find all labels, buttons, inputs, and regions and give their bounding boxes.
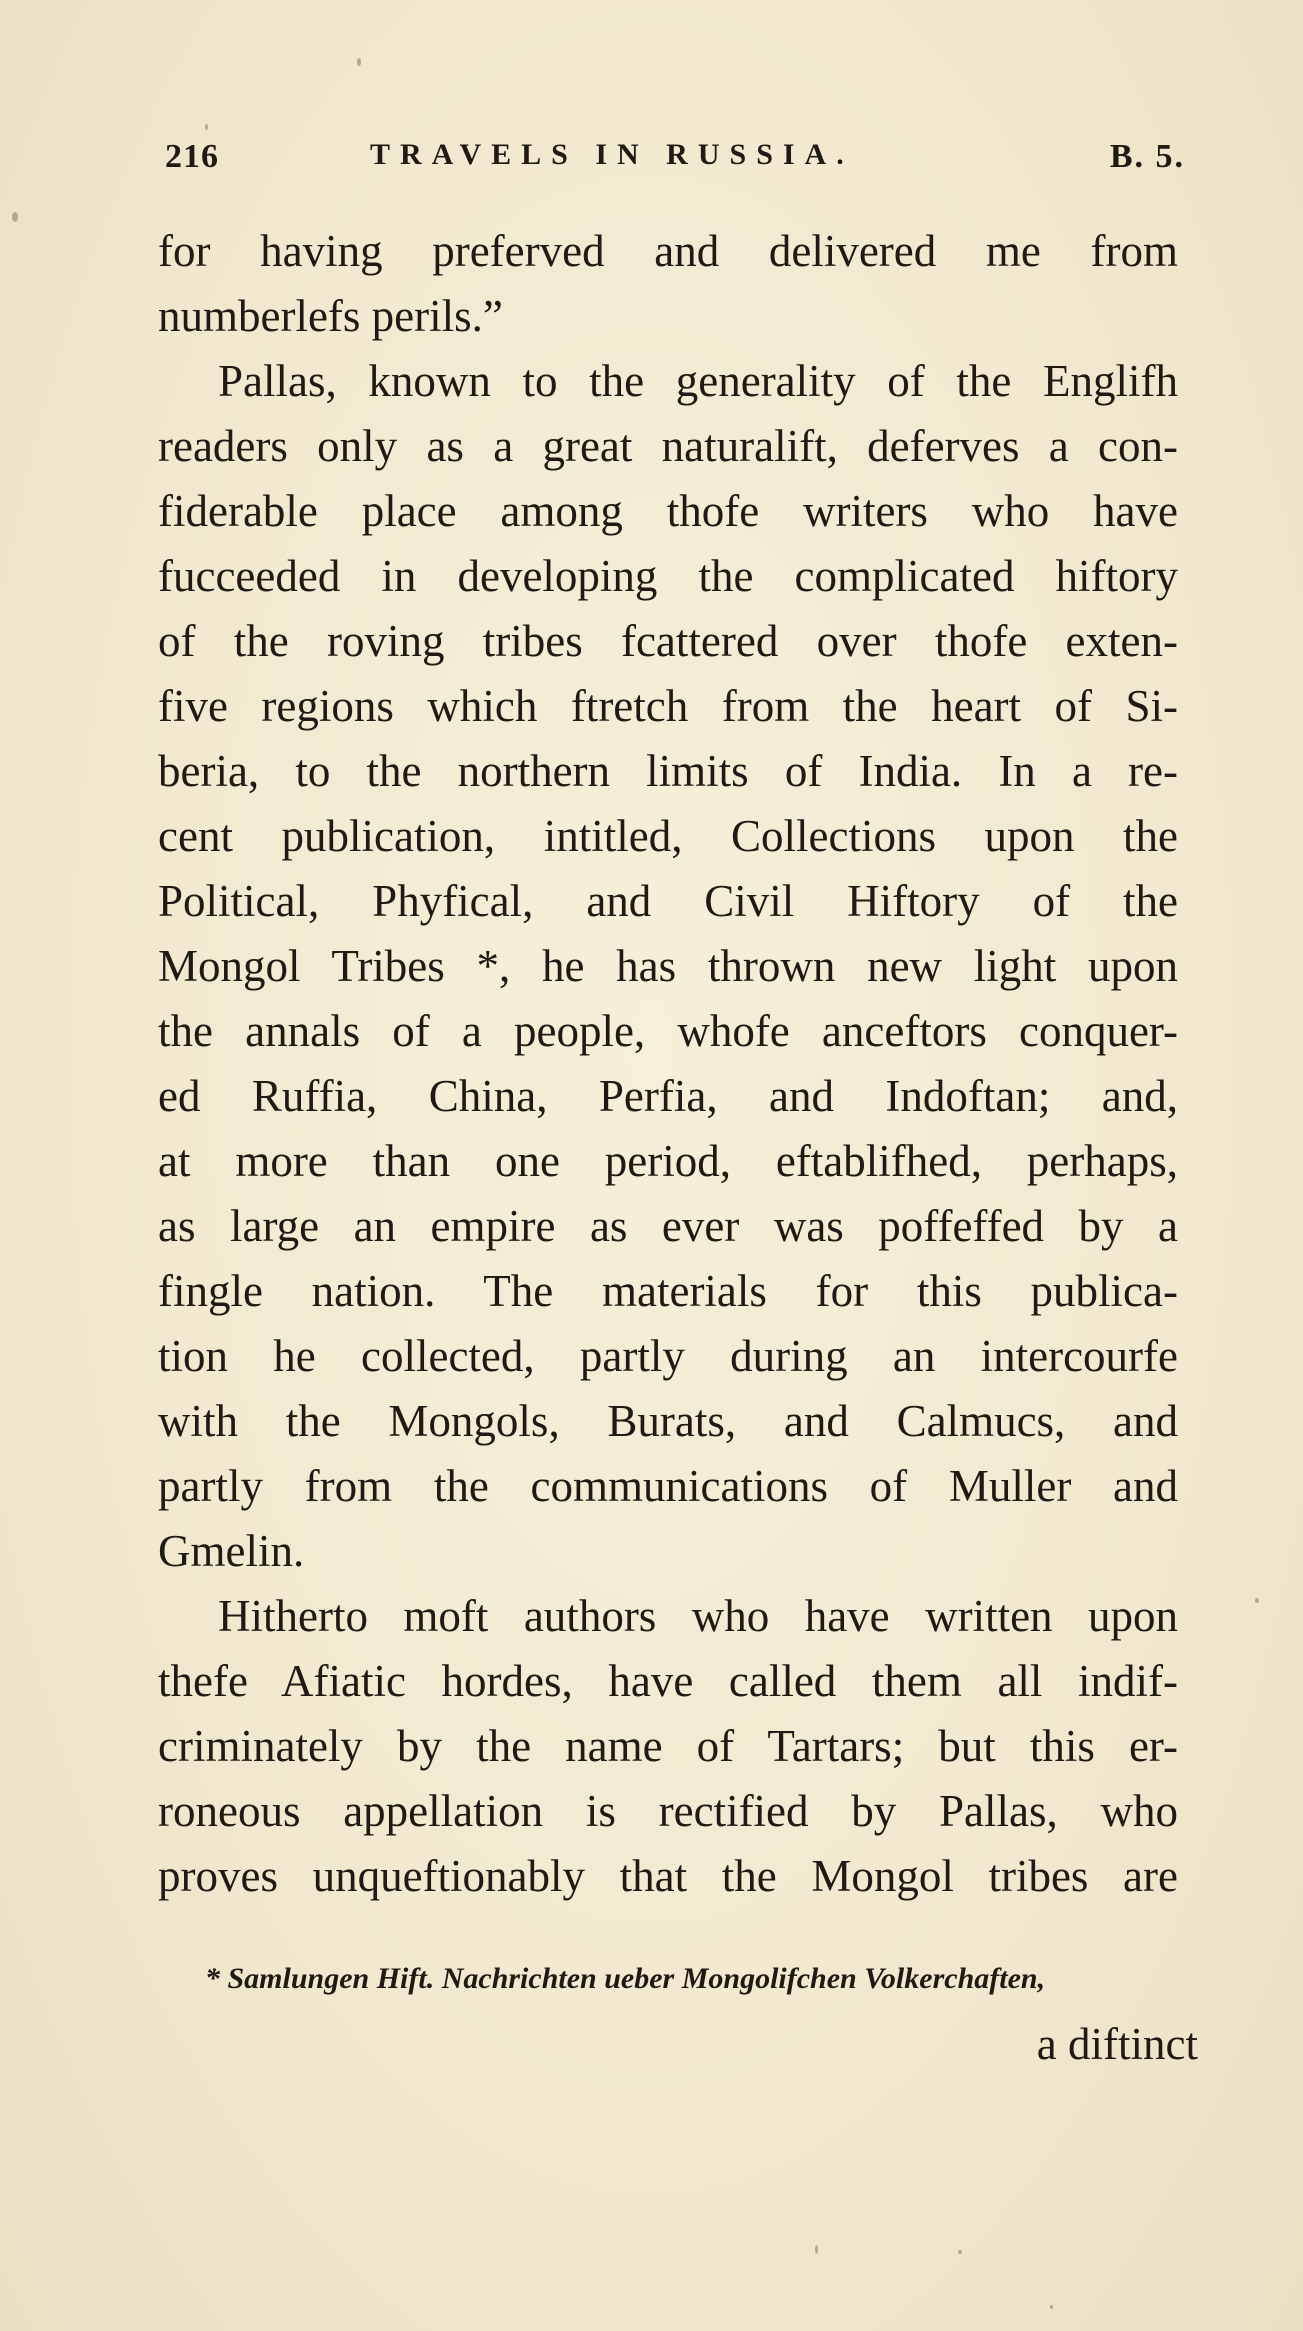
text-line: of the roving tribes fcattered over thofe exten- <box>158 616 1178 666</box>
text-line: cent publication, intitled, Collections upon the <box>158 811 1178 861</box>
catchword: a diftinct <box>1036 2019 1198 2069</box>
text-line: thefe Afiatic hordes, have called them all indif- <box>158 1656 1178 1706</box>
body-text <box>158 219 1178 1909</box>
text-line: Pallas, known to the generality of the Englifh <box>218 356 1178 406</box>
text-line: tion he collected, partly during an intercourfe <box>158 1331 1178 1381</box>
text-line: for having preferved and delivered me from <box>158 226 1178 276</box>
text-line: proves unqueftionably that the Mongol tribes are <box>158 1851 1178 1901</box>
text-line: at more than one period, eftablifhed, perhaps, <box>158 1136 1178 1186</box>
text-line: Hitherto moft authors who have written upon <box>218 1591 1178 1641</box>
text-line: fingle nation. The materials for this publica- <box>158 1266 1178 1316</box>
text-line: roneous appellation is rectified by Pallas, who <box>158 1786 1178 1836</box>
page-number: 216 <box>165 138 219 175</box>
text-line: the annals of a people, whofe anceftors conquer- <box>158 1006 1178 1056</box>
running-header <box>165 138 1185 188</box>
text-line: fucceeded in developing the complicated hiftory <box>158 551 1178 601</box>
footnote: * Samlungen Hift. Nachrichten ueber Mongolifchen Volkerchaften, <box>205 1962 1046 1995</box>
text-line: five regions which ftretch from the heart of Si- <box>158 681 1178 731</box>
text-line: Gmelin. <box>158 1526 305 1576</box>
text-line: partly from the communications of Muller and <box>158 1461 1178 1511</box>
text-line: beria, to the northern limits of India. In a re- <box>158 746 1178 796</box>
text-line: Political, Phyfical, and Civil Hiftory of the <box>158 876 1178 926</box>
text-line: with the Mongols, Burats, and Calmucs, and <box>158 1396 1178 1446</box>
text-line: readers only as a great naturalift, deferves a con- <box>158 421 1178 471</box>
text-line: Mongol Tribes *, he has thrown new light upon <box>158 941 1178 991</box>
text-line: numberlefs perils.” <box>158 291 503 341</box>
text-line: criminately by the name of Tartars; but this er- <box>158 1721 1178 1771</box>
text-line: as large an empire as ever was poffeffed by a <box>158 1201 1178 1251</box>
book-number: B. 5. <box>1109 138 1185 175</box>
running-title: TRAVELS IN RUSSIA. <box>370 138 854 171</box>
text-line: ed Ruffia, China, Perfia, and Indoftan; and, <box>158 1071 1178 1121</box>
text-line: fiderable place among thofe writers who have <box>158 486 1178 536</box>
